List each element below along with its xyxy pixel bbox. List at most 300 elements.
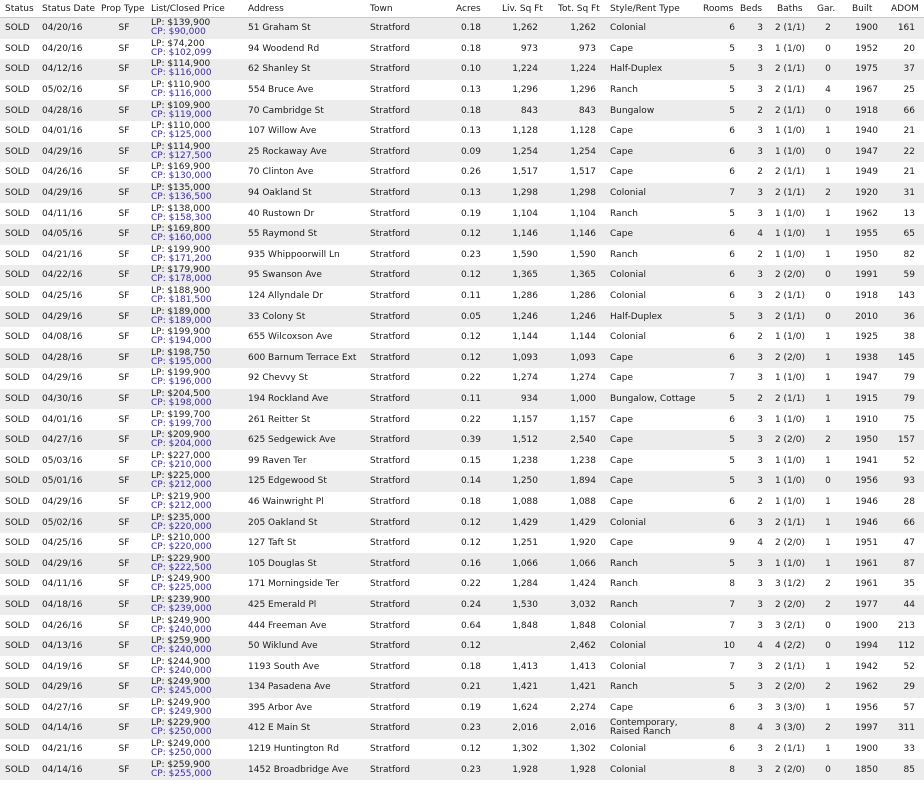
prop-type-cell: SF	[118, 476, 130, 487]
table-row[interactable]	[0, 286, 924, 307]
table-row[interactable]	[0, 203, 924, 224]
acres-cell: 0.64	[460, 620, 481, 631]
liv-sqft-cell: 1,128	[512, 126, 538, 137]
liv-sqft-cell: 1,274	[512, 373, 538, 384]
closed-price: CP: $225,000	[151, 583, 212, 594]
beds-cell: 3	[757, 188, 763, 199]
adom-cell: 87	[903, 558, 915, 569]
rooms-cell: 6	[729, 270, 735, 281]
address-cell[interactable]: 124 Allyndale Dr	[248, 291, 323, 302]
prop-type-cell: SF	[118, 558, 130, 569]
style-cell: Ranch	[610, 249, 638, 260]
tot-sqft-cell: 1,286	[570, 291, 596, 302]
table-row[interactable]	[0, 718, 924, 739]
price-cell	[151, 18, 241, 39]
adom-cell: 47	[903, 538, 915, 549]
status-cell: SOLD	[5, 393, 30, 404]
table-row[interactable]	[0, 245, 924, 266]
garage-cell: 1	[825, 393, 831, 404]
garage-cell: 1	[825, 517, 831, 528]
baths-cell: 1 (1/0)	[774, 208, 806, 219]
status-cell: SOLD	[5, 43, 30, 54]
price-cell	[151, 100, 241, 121]
prop-type-cell: SF	[118, 85, 130, 96]
acres-cell: 0.10	[460, 64, 481, 75]
price-cell	[151, 471, 241, 492]
status-date-cell: 04/30/16	[42, 393, 83, 404]
closed-price: CP: $136,500	[151, 192, 212, 203]
beds-cell: 4	[757, 723, 763, 734]
header-address[interactable]: Address	[248, 3, 284, 14]
prop-type-cell: SF	[118, 126, 130, 137]
adom-cell: 13	[903, 208, 915, 219]
address-cell[interactable]: 25 Rockaway Ave	[248, 146, 327, 157]
liv-sqft-cell: 1,238	[512, 455, 538, 466]
address-cell[interactable]: 105 Douglas St	[248, 558, 317, 569]
address-cell[interactable]: 95 Swanson Ave	[248, 270, 322, 281]
table-row[interactable]	[0, 327, 924, 348]
prop-type-cell: SF	[118, 744, 130, 755]
beds-cell: 3	[757, 270, 763, 281]
closed-price: CP: $220,000	[151, 542, 212, 553]
adom-cell: 93	[903, 476, 915, 487]
address-cell[interactable]: 412 E Main St	[248, 723, 311, 734]
style-cell: Cape	[610, 146, 634, 157]
style-cell: Ranch	[610, 85, 638, 96]
baths-cell: 1 (1/0)	[774, 126, 806, 137]
table-row[interactable]	[0, 183, 924, 204]
beds-cell: 3	[757, 208, 763, 219]
status-date-cell: 04/26/16	[42, 167, 83, 178]
status-date-cell: 04/11/16	[42, 208, 83, 219]
baths-cell: 2 (2/0)	[774, 764, 806, 775]
adom-cell: 59	[903, 270, 915, 281]
price-cell	[151, 121, 241, 142]
price-cell	[151, 286, 241, 307]
list-price: LP: $235,000	[151, 512, 211, 523]
address-cell[interactable]: 70 Cambridge St	[248, 105, 324, 116]
status-date-cell: 04/14/16	[42, 764, 83, 775]
prop-type-cell: SF	[118, 517, 130, 528]
status-cell: SOLD	[5, 105, 30, 116]
acres-cell: 0.18	[460, 23, 481, 34]
prop-type-cell: SF	[118, 188, 130, 199]
beds-cell: 3	[757, 599, 763, 610]
built-cell: 1962	[855, 682, 878, 693]
header-acres[interactable]: Acres	[456, 3, 481, 14]
address-cell[interactable]: 600 Barnum Terrace Ext	[248, 352, 357, 363]
built-cell: 1961	[855, 579, 878, 590]
closed-price: CP: $171,200	[151, 253, 212, 264]
rooms-cell: 6	[729, 332, 735, 343]
status-cell: SOLD	[5, 291, 30, 302]
liv-sqft-cell: 1,413	[512, 661, 538, 672]
rooms-cell: 6	[729, 291, 735, 302]
adom-cell: 79	[903, 393, 915, 404]
beds-cell: 3	[757, 682, 763, 693]
prop-type-cell: SF	[118, 167, 130, 178]
town-cell: Stratford	[370, 455, 410, 466]
baths-cell: 2 (2/0)	[774, 682, 806, 693]
status-cell: SOLD	[5, 455, 30, 466]
table-row[interactable]	[0, 121, 924, 142]
header-town[interactable]: Town	[370, 3, 393, 14]
table-row[interactable]	[0, 595, 924, 616]
tot-sqft-cell: 1,000	[570, 393, 596, 404]
acres-cell: 0.19	[460, 208, 481, 219]
baths-cell: 1 (1/0)	[774, 455, 806, 466]
header-status-date[interactable]: Status Date	[42, 3, 96, 14]
table-row[interactable]	[0, 512, 924, 533]
header-garage[interactable]: Gar.	[817, 3, 836, 14]
town-cell: Stratford	[370, 373, 410, 384]
price-cell	[151, 512, 241, 533]
table-row[interactable]	[0, 677, 924, 698]
header-status[interactable]: Status	[5, 3, 34, 14]
address-cell[interactable]: 205 Oakland St	[248, 517, 318, 528]
header-adom[interactable]: ADOM	[891, 3, 919, 14]
beds-cell: 3	[757, 352, 763, 363]
liv-sqft-cell: 1,530	[512, 599, 538, 610]
status-cell: SOLD	[5, 661, 30, 672]
adom-cell: 31	[903, 188, 915, 199]
header-liv-sqft[interactable]: Liv. Sq Ft	[502, 3, 543, 14]
address-cell[interactable]: 194 Rockland Ave	[248, 393, 329, 404]
header-beds[interactable]: Beds	[740, 3, 763, 14]
closed-price: CP: $199,700	[151, 418, 212, 429]
rooms-cell: 5	[729, 682, 735, 693]
beds-cell: 2	[757, 105, 763, 116]
style-cell: Half-Duplex	[610, 64, 663, 75]
address-cell[interactable]: 444 Freeman Ave	[248, 620, 327, 631]
rooms-cell: 5	[729, 105, 735, 116]
table-row[interactable]	[0, 656, 924, 677]
address-cell[interactable]: 92 Chevvy St	[248, 373, 308, 384]
closed-price: CP: $220,000	[151, 521, 212, 532]
status-cell: SOLD	[5, 723, 30, 734]
garage-cell: 2	[825, 435, 831, 446]
beds-cell: 2	[757, 249, 763, 260]
table-row[interactable]	[0, 471, 924, 492]
table-row[interactable]	[0, 162, 924, 183]
closed-price: CP: $255,000	[151, 768, 212, 779]
garage-cell: 0	[825, 641, 831, 652]
prop-type-cell: SF	[118, 414, 130, 425]
price-cell	[151, 698, 241, 719]
beds-cell: 3	[757, 558, 763, 569]
list-price: LP: $227,000	[151, 450, 211, 461]
rooms-cell: 6	[729, 517, 735, 528]
price-cell	[151, 739, 241, 760]
address-cell[interactable]: 125 Edgewood St	[248, 476, 327, 487]
address-cell[interactable]: 70 Clinton Ave	[248, 167, 314, 178]
acres-cell: 0.12	[460, 352, 481, 363]
liv-sqft-cell: 934	[520, 393, 538, 404]
table-row[interactable]	[0, 636, 924, 657]
table-row[interactable]	[0, 59, 924, 80]
table-row[interactable]	[0, 492, 924, 513]
closed-price: CP: $249,900	[151, 706, 212, 717]
table-row[interactable]	[0, 80, 924, 101]
baths-cell: 3 (2/1)	[774, 620, 806, 631]
address-cell[interactable]: 94 Oakland St	[248, 188, 312, 199]
status-date-cell: 04/27/16	[42, 702, 83, 713]
beds-cell: 3	[757, 455, 763, 466]
liv-sqft-cell: 1,066	[512, 558, 538, 569]
header-list-closed-price[interactable]: List/Closed Price	[151, 3, 225, 14]
table-row[interactable]	[0, 553, 924, 574]
address-cell[interactable]: 554 Bruce Ave	[248, 85, 314, 96]
rooms-cell: 5	[729, 43, 735, 54]
table-row[interactable]	[0, 615, 924, 636]
rooms-cell: 6	[729, 167, 735, 178]
built-cell: 1900	[855, 620, 878, 631]
table-row[interactable]	[0, 533, 924, 554]
liv-sqft-cell: 1,284	[512, 579, 538, 590]
style-cell: Colonial	[610, 270, 647, 281]
status-date-cell: 04/29/16	[42, 496, 83, 507]
prop-type-cell: SF	[118, 332, 130, 343]
list-price: LP: $138,000	[151, 203, 211, 214]
adom-cell: 82	[903, 249, 915, 260]
town-cell: Stratford	[370, 249, 410, 260]
address-cell[interactable]: 127 Taft St	[248, 538, 297, 549]
price-cell	[151, 306, 241, 327]
table-row[interactable]	[0, 430, 924, 451]
header-built[interactable]: Built	[852, 3, 873, 14]
adom-cell: 25	[903, 85, 915, 96]
style-cell: Colonial	[610, 641, 647, 652]
adom-cell: 213	[897, 620, 915, 631]
acres-cell: 0.12	[460, 332, 481, 343]
address-cell[interactable]: 134 Pasadena Ave	[248, 682, 331, 693]
status-date-cell: 04/19/16	[42, 661, 83, 672]
liv-sqft-cell: 1,296	[512, 85, 538, 96]
baths-cell: 2 (1/1)	[774, 105, 806, 116]
address-cell[interactable]: 51 Graham St	[248, 23, 311, 34]
prop-type-cell: SF	[118, 702, 130, 713]
rooms-cell: 5	[729, 208, 735, 219]
address-cell[interactable]: 107 Willow Ave	[248, 126, 317, 137]
tot-sqft-cell: 1,066	[570, 558, 596, 569]
built-cell: 1947	[855, 146, 878, 157]
built-cell: 1850	[855, 764, 878, 775]
prop-type-cell: SF	[118, 270, 130, 281]
table-row[interactable]	[0, 142, 924, 163]
closed-price: CP: $158,300	[151, 212, 212, 223]
status-cell: SOLD	[5, 517, 30, 528]
built-cell: 1947	[855, 373, 878, 384]
baths-cell: 2 (1/1)	[774, 291, 806, 302]
price-cell	[151, 595, 241, 616]
table-row[interactable]	[0, 100, 924, 121]
rooms-cell: 8	[729, 579, 735, 590]
closed-price: CP: $240,000	[151, 624, 212, 635]
acres-cell: 0.12	[460, 229, 481, 240]
table-row[interactable]	[0, 224, 924, 245]
adom-cell: 44	[903, 599, 915, 610]
liv-sqft-cell: 1,928	[512, 764, 538, 775]
address-cell[interactable]: 425 Emerald Pl	[248, 599, 317, 610]
prop-type-cell: SF	[118, 682, 130, 693]
built-cell: 1956	[855, 476, 878, 487]
style-cell: Colonial	[610, 620, 647, 631]
rooms-cell: 5	[729, 85, 735, 96]
status-cell: SOLD	[5, 146, 30, 157]
address-cell[interactable]: 1452 Broadbridge Ave	[248, 764, 349, 775]
town-cell: Stratford	[370, 764, 410, 775]
closed-price: CP: $102,099	[151, 47, 212, 58]
baths-cell: 2 (2/0)	[774, 538, 806, 549]
town-cell: Stratford	[370, 146, 410, 157]
style-cell: Cape	[610, 435, 634, 446]
town-cell: Stratford	[370, 538, 410, 549]
rooms-cell: 6	[729, 126, 735, 137]
table-row[interactable]	[0, 39, 924, 60]
prop-type-cell: SF	[118, 393, 130, 404]
style-cell: Colonial	[610, 188, 647, 199]
adom-cell: 311	[897, 723, 915, 734]
status-date-cell: 04/28/16	[42, 105, 83, 116]
list-price: LP: $249,000	[151, 739, 211, 750]
table-row[interactable]	[0, 739, 924, 760]
acres-cell: 0.22	[460, 414, 481, 425]
town-cell: Stratford	[370, 270, 410, 281]
tot-sqft-cell: 1,298	[570, 188, 596, 199]
address-cell[interactable]: 171 Morningside Ter	[248, 579, 339, 590]
town-cell: Stratford	[370, 167, 410, 178]
table-row[interactable]	[0, 409, 924, 430]
acres-cell: 0.12	[460, 744, 481, 755]
built-cell: 1946	[855, 496, 878, 507]
table-row[interactable]	[0, 450, 924, 471]
table-row[interactable]	[0, 348, 924, 369]
address-cell[interactable]: 33 Colony St	[248, 311, 306, 322]
list-price: LP: $259,900	[151, 759, 211, 770]
closed-price: CP: $210,000	[151, 459, 212, 470]
address-cell[interactable]: 40 Rustown Dr	[248, 208, 315, 219]
address-cell[interactable]: 99 Raven Ter	[248, 455, 307, 466]
style-cell: Ranch	[610, 599, 638, 610]
address-cell[interactable]: 1193 South Ave	[248, 661, 320, 672]
beds-cell: 3	[757, 146, 763, 157]
adom-cell: 22	[903, 146, 915, 157]
closed-price: CP: $116,000	[151, 89, 212, 100]
address-cell[interactable]: 50 Wiklund Ave	[248, 641, 318, 652]
table-row[interactable]	[0, 368, 924, 389]
baths-cell: 2 (2/0)	[774, 270, 806, 281]
liv-sqft-cell: 1,246	[512, 311, 538, 322]
acres-cell: 0.22	[460, 579, 481, 590]
baths-cell: 2 (1/1)	[774, 393, 806, 404]
header-tot-sqft[interactable]: Tot. Sq Ft	[558, 3, 600, 14]
town-cell: Stratford	[370, 723, 410, 734]
status-date-cell: 04/28/16	[42, 352, 83, 363]
built-cell: 1949	[855, 167, 878, 178]
address-cell[interactable]: 46 Wainwright Pl	[248, 496, 324, 507]
address-cell[interactable]: 261 Reitter St	[248, 414, 311, 425]
table-row[interactable]	[0, 759, 924, 780]
status-date-cell: 04/29/16	[42, 311, 83, 322]
address-cell[interactable]: 55 Raymond St	[248, 229, 318, 240]
built-cell: 1955	[855, 229, 878, 240]
header-prop-type[interactable]: Prop Type	[101, 3, 145, 14]
price-cell	[151, 492, 241, 513]
price-cell	[151, 39, 241, 60]
table-row[interactable]	[0, 306, 924, 327]
header-style[interactable]: Style/Rent Type	[610, 3, 680, 14]
built-cell: 1950	[855, 249, 878, 260]
adom-cell: 28	[903, 496, 915, 507]
garage-cell: 1	[825, 744, 831, 755]
town-cell: Stratford	[370, 744, 410, 755]
table-row[interactable]	[0, 265, 924, 286]
list-price: LP: $199,700	[151, 409, 211, 420]
price-cell	[151, 718, 241, 739]
tot-sqft-cell: 2,540	[570, 435, 596, 446]
acres-cell: 0.18	[460, 496, 481, 507]
status-date-cell: 04/13/16	[42, 641, 83, 652]
table-row[interactable]	[0, 18, 924, 39]
address-cell[interactable]: 395 Arbor Ave	[248, 702, 313, 713]
closed-price: CP: $178,000	[151, 274, 212, 285]
address-cell[interactable]: 935 Whippoorwill Ln	[248, 249, 340, 260]
beds-cell: 3	[757, 579, 763, 590]
style-cell: Cape	[610, 702, 634, 713]
closed-price: CP: $250,000	[151, 748, 212, 759]
list-price: LP: $249,900	[151, 615, 211, 626]
closed-price: CP: $212,000	[151, 480, 212, 491]
adom-cell: 57	[903, 702, 915, 713]
price-cell	[151, 224, 241, 245]
status-date-cell: 04/20/16	[42, 23, 83, 34]
price-cell	[151, 615, 241, 636]
adom-cell: 85	[903, 764, 915, 775]
address-cell[interactable]: 655 Wilcoxson Ave	[248, 332, 333, 343]
tot-sqft-cell: 1,421	[570, 682, 596, 693]
rooms-cell: 7	[729, 599, 735, 610]
address-cell[interactable]: 1219 Huntington Rd	[248, 744, 339, 755]
town-cell: Stratford	[370, 332, 410, 343]
baths-cell: 4 (2/2)	[774, 641, 806, 652]
table-row[interactable]	[0, 698, 924, 719]
list-price: LP: $229,900	[151, 553, 211, 564]
tot-sqft-cell: 2,462	[570, 641, 596, 652]
address-cell[interactable]: 62 Shanley St	[248, 64, 311, 75]
acres-cell: 0.23	[460, 249, 481, 260]
status-cell: SOLD	[5, 702, 30, 713]
status-cell: SOLD	[5, 23, 30, 34]
address-cell[interactable]: 625 Sedgewick Ave	[248, 435, 336, 446]
table-row[interactable]	[0, 574, 924, 595]
rooms-cell: 10	[723, 641, 735, 652]
tot-sqft-cell: 1,302	[570, 744, 596, 755]
built-cell: 1925	[855, 332, 878, 343]
address-cell[interactable]: 94 Woodend Rd	[248, 43, 320, 54]
table-row[interactable]	[0, 389, 924, 410]
price-cell	[151, 327, 241, 348]
header-baths[interactable]: Baths	[777, 3, 803, 14]
built-cell: 1956	[855, 702, 878, 713]
liv-sqft-cell: 1,517	[512, 167, 538, 178]
tot-sqft-cell: 1,928	[570, 764, 596, 775]
beds-cell: 3	[757, 661, 763, 672]
header-rooms[interactable]: Rooms	[703, 3, 734, 14]
beds-cell: 3	[757, 517, 763, 528]
style-cell: Colonial	[610, 291, 647, 302]
acres-cell: 0.13	[460, 126, 481, 137]
status-cell: SOLD	[5, 208, 30, 219]
